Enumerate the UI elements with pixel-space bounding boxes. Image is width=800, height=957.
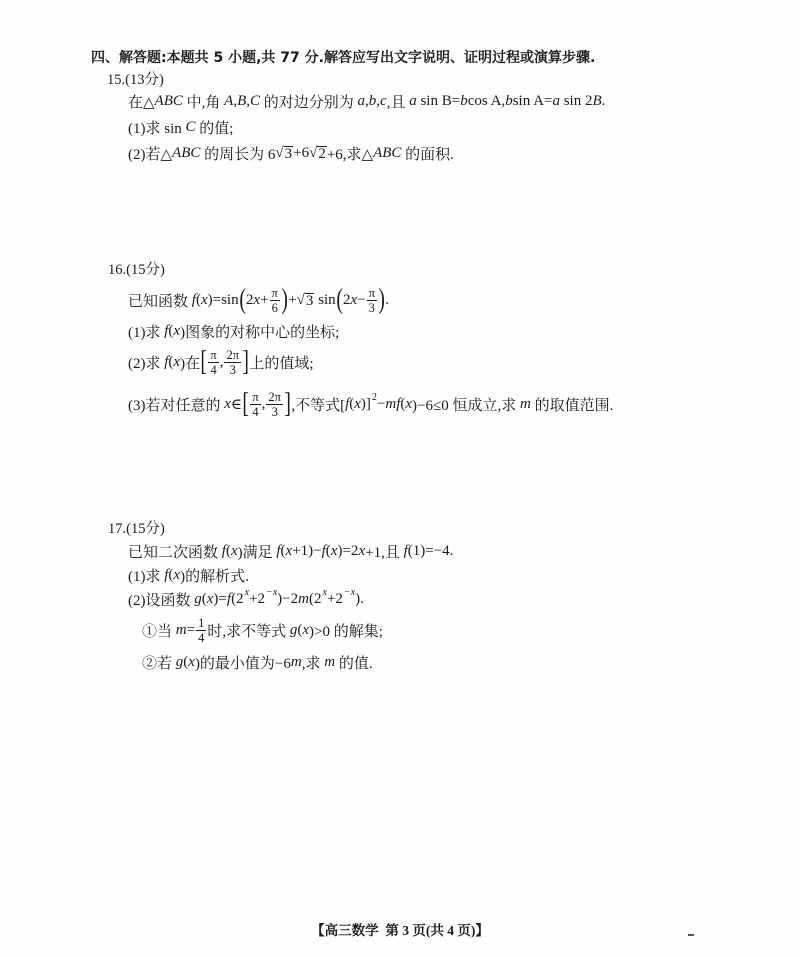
q16-part2 (128, 342, 314, 382)
math-variable: g (175, 653, 184, 670)
math-text: )的解析式. (180, 568, 249, 585)
square-root (297, 291, 315, 309)
math-text: +1,且 (365, 544, 404, 561)
math-variable: c (380, 92, 387, 109)
math-text: , (261, 395, 266, 412)
math-variable: b (460, 92, 468, 109)
math-text: +2 (326, 590, 343, 607)
math-text: ( (225, 542, 231, 559)
math-variable: x (330, 542, 338, 559)
fraction (266, 390, 283, 419)
math-text: sin A= (512, 92, 553, 109)
math-text: (3)若对任意的 (128, 397, 225, 414)
fraction-denominator: 3 (229, 362, 236, 377)
math-text: + (288, 291, 297, 308)
fraction (367, 286, 377, 315)
math-text: ( (168, 353, 174, 370)
math-variable: f (403, 542, 408, 559)
math-variable: x (405, 395, 413, 412)
fraction-numerator: 2π (226, 347, 240, 362)
q17-number: 17.(15分) (108, 520, 165, 537)
math-text: + (260, 291, 269, 308)
math-text: . (385, 291, 390, 308)
math-text: (2 (308, 590, 322, 607)
math-variable: a (357, 92, 366, 109)
fraction-denominator: 3 (271, 404, 278, 419)
math-variable: x (173, 353, 181, 370)
math-text: )−2 (277, 590, 299, 607)
math-variable: x (173, 322, 181, 339)
math-text: 上的值域; (249, 355, 314, 372)
math-variable: m (175, 621, 187, 638)
math-text: (1)=−4. (407, 542, 454, 559)
math-text: ( (349, 395, 355, 412)
math-text: , (219, 353, 224, 370)
math-text: 2 (245, 291, 254, 308)
math-text: +1)− (292, 542, 322, 559)
math-variable: mf (385, 395, 401, 412)
math-text: +6 (293, 144, 310, 161)
math-variable: a (409, 92, 417, 109)
math-text: , (376, 92, 381, 109)
math-text: (1)求 sin (128, 120, 186, 137)
math-text: cos A, (467, 92, 506, 109)
math-text: ( (325, 542, 331, 559)
math-variable: ABC (172, 144, 201, 161)
superscript-variable: −x (343, 586, 356, 598)
math-variable: C (185, 118, 196, 135)
math-variable: g (194, 590, 202, 607)
math-text: 的周长为 6 (200, 146, 276, 163)
math-variable: x (173, 566, 181, 583)
math-text: )=sin (207, 291, 239, 308)
radicand: √ 2 (318, 146, 326, 162)
big-bracket: ) (281, 284, 288, 315)
math-variable: x (350, 291, 358, 308)
math-text: ,不等式[ (291, 397, 346, 414)
math-text: ( (297, 621, 303, 638)
math-variable: m (298, 590, 309, 607)
math-text: ( (280, 542, 286, 559)
math-text: 的取值范围. (530, 397, 614, 414)
math-variable: f (321, 542, 326, 559)
math-text: sin 2 (559, 92, 593, 109)
math-variable: x (302, 621, 310, 638)
fraction-numerator: π (252, 389, 259, 404)
math-text: (2 (231, 590, 244, 607)
math-variable: B (237, 92, 247, 109)
math-text: ( (183, 653, 189, 670)
math-text: (2)若△ (128, 146, 173, 163)
math-text: )= (213, 590, 227, 607)
superscript: 2 (371, 391, 377, 403)
q15-part2 (128, 133, 454, 173)
superscript-variable: x (322, 586, 327, 598)
math-text: (2)设函数 (128, 592, 195, 609)
math-variable: ABC (154, 92, 183, 109)
math-variable: f (226, 590, 232, 607)
math-text: − (357, 291, 366, 308)
math-variable: A (224, 92, 234, 109)
math-text: ∈ (230, 396, 243, 413)
fraction-denominator: 4 (210, 362, 217, 377)
fraction-denominator: 4 (252, 404, 259, 419)
math-variable: x (253, 291, 261, 308)
fraction-denominator: 3 (368, 300, 375, 315)
math-text: )>0 的解集; (309, 623, 383, 640)
math-text: ( (168, 566, 174, 583)
q15-number: 15.(13分) (107, 71, 164, 88)
math-text: )满足 (237, 544, 277, 561)
fraction-denominator: 6 (271, 300, 278, 315)
math-variable: C (250, 92, 261, 109)
math-text: 的对边分别为 (260, 94, 358, 111)
fraction-numerator: 2π (268, 389, 281, 404)
math-variable: f (191, 291, 196, 308)
math-text: ( (195, 291, 201, 308)
math-variable: b (505, 92, 513, 109)
math-variable: x (188, 653, 195, 670)
radicand: √ 3 (305, 293, 314, 309)
math-text: ( (168, 322, 174, 339)
big-bracket: [ (242, 388, 249, 419)
math-text: , (233, 92, 238, 109)
square-root (275, 144, 293, 162)
math-text: 中,角 (182, 94, 225, 111)
math-variable: m (324, 653, 336, 670)
math-text: 已知函数 (128, 293, 192, 310)
fraction-numerator: π (368, 285, 375, 300)
fraction-numerator: 1 (198, 615, 205, 630)
math-variable: x (285, 542, 293, 559)
math-text: (1)求 (128, 324, 165, 341)
math-text: (1)求 (128, 568, 165, 585)
superscript-variable: −x (265, 586, 278, 598)
big-bracket: ] (242, 346, 249, 377)
math-text: sin (314, 291, 336, 308)
math-text: 已知二次函数 (128, 544, 222, 561)
radicand: √ 3 (284, 146, 293, 162)
math-text: ). (355, 590, 364, 607)
fraction-numerator: π (271, 285, 278, 300)
big-bracket: ( (336, 284, 343, 315)
math-variable: f (276, 542, 281, 559)
math-text: )图象的对称中心的坐标; (180, 324, 340, 341)
math-text: , (365, 92, 369, 109)
math-variable: b (368, 92, 377, 109)
q17-part2-sub2 (142, 642, 373, 682)
math-text: )=2 (337, 542, 359, 559)
math-text: (2)求 (128, 355, 165, 372)
math-text: ( (201, 590, 207, 607)
math-text: ( (400, 395, 406, 412)
math-variable: a (552, 92, 560, 109)
fraction (250, 390, 260, 419)
math-text: )−6≤0 恒成立,求 (412, 397, 520, 414)
big-bracket: ( (238, 284, 246, 315)
section-header: 四、解答题:本题共 5 小题,共 77 分.解答应写出文字说明、证明过程或演算步骤. (91, 50, 596, 66)
math-text: − (376, 395, 386, 412)
math-variable: f (221, 542, 226, 559)
math-text: . (601, 92, 606, 109)
math-text: , (246, 92, 250, 109)
superscript-variable: x (244, 586, 250, 598)
square-root (309, 144, 327, 162)
math-text: 在△ (128, 94, 155, 111)
fraction-denominator: 4 (198, 630, 205, 645)
math-text: ,且 (386, 94, 410, 111)
math-text: )] (360, 395, 371, 412)
page-footer: 【高三数学 第 3 页(共 4 页)】 (311, 923, 489, 938)
math-text: = (186, 621, 196, 638)
math-variable: f (345, 395, 350, 412)
big-bracket: ) (378, 284, 385, 315)
fraction (224, 348, 241, 377)
math-variable: m (519, 395, 531, 412)
math-text: 的值; (195, 120, 234, 137)
fraction-numerator: π (210, 347, 217, 362)
math-variable: x (200, 291, 208, 308)
big-bracket: [ (200, 346, 208, 377)
math-text: 的面积. (401, 146, 454, 163)
math-variable: B (592, 92, 602, 109)
math-text: ①当 (142, 623, 176, 640)
math-variable: g (289, 621, 298, 638)
big-bracket: ] (284, 388, 291, 419)
math-variable: m (290, 653, 302, 670)
math-variable: f (164, 353, 169, 370)
math-text: 的值. (335, 655, 373, 672)
math-variable: x (206, 590, 214, 607)
math-variable: x (358, 542, 366, 559)
math-variable: f (164, 566, 169, 583)
math-variable: x (224, 395, 231, 412)
scan-mark (688, 934, 694, 936)
math-text: )的最小值为−6 (194, 655, 291, 672)
math-text: )在 (180, 355, 201, 372)
math-variable: ABC (373, 144, 402, 161)
fraction (196, 616, 206, 645)
math-variable: f (164, 322, 169, 339)
math-variable: x (230, 542, 238, 559)
q16-number: 16.(15分) (108, 261, 165, 278)
math-variable: x (354, 395, 361, 412)
q16-part3 (128, 384, 613, 424)
math-text: ②若 (142, 655, 176, 672)
math-text: +6,求△ (326, 146, 374, 163)
math-text: 2 (342, 291, 351, 308)
math-text: sin B= (416, 92, 461, 109)
fraction (208, 348, 218, 377)
math-text: 时,求不等式 (207, 623, 290, 640)
math-text: ,求 (301, 655, 325, 672)
math-text: +2 (249, 590, 265, 607)
